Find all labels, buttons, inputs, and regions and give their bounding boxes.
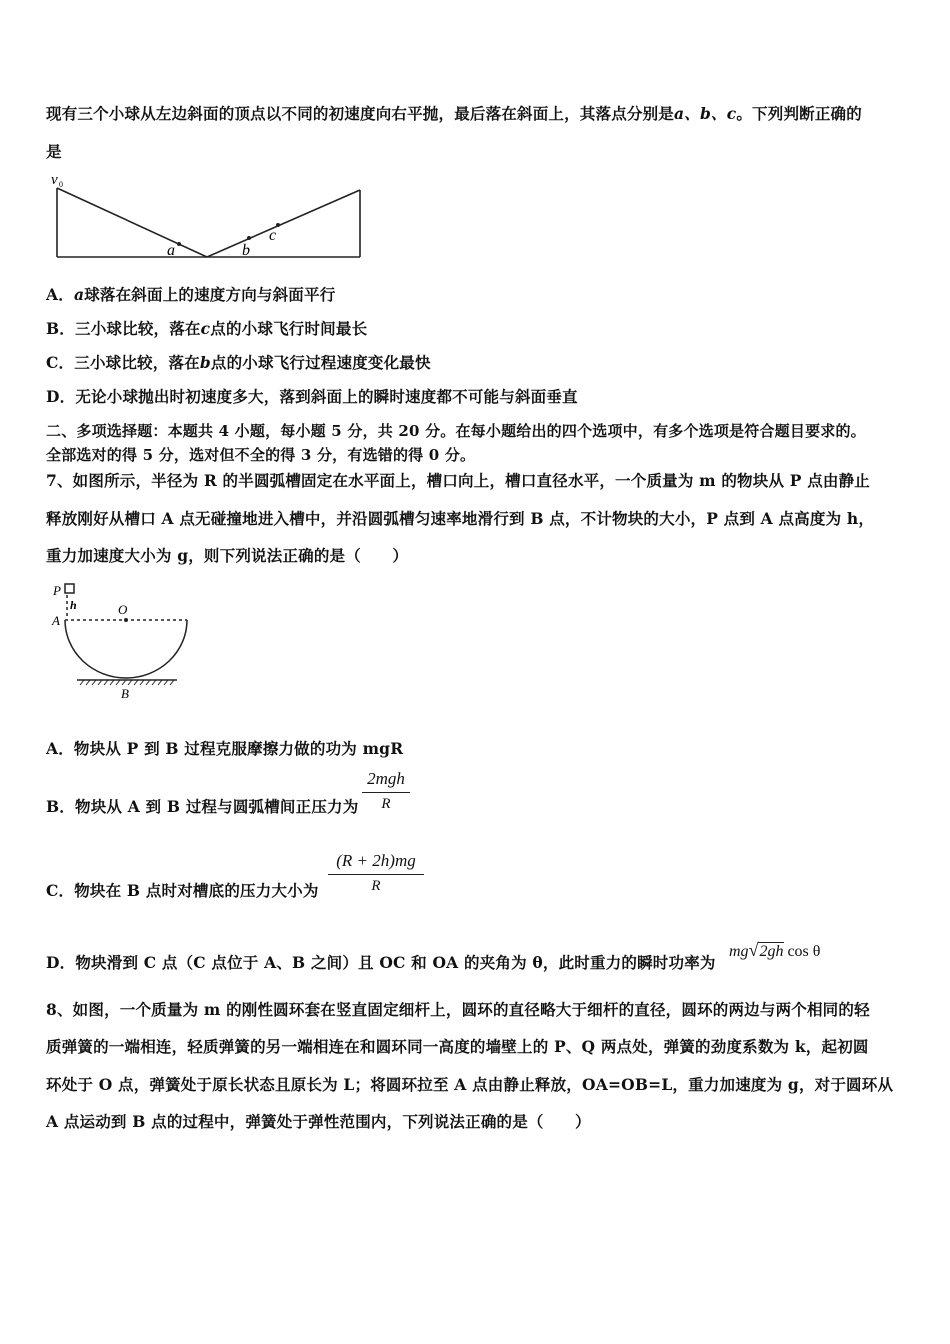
q6-stem-line1: 现有三个小球从左边斜面的顶点以不同的初速度向右平抛，最后落在斜面上，其落点分别是a、b、c。下列判断正确的	[46, 104, 862, 123]
label-a: a	[167, 242, 175, 259]
q7-option-c[interactable]: C．物块在 B 点时对槽底的压力大小为	[46, 881, 319, 900]
incline-figure	[40, 170, 370, 265]
point-a	[177, 242, 181, 246]
point-c	[276, 223, 280, 227]
q6-option-a[interactable]: A．a球落在斜面上的速度方向与斜面平行	[46, 285, 336, 304]
label-v0: v	[51, 172, 58, 188]
section2-line2: 全部选对的得 5 分，选对但不全的得 3 分，有选错的得 0 分。	[46, 446, 476, 464]
q8-stem-line4: A 点运动到 B 点的过程中，弹簧处于弹性范围内，下列说法正确的是（ ）	[46, 1112, 591, 1131]
svg-text:A: A	[52, 613, 60, 628]
q6-option-b[interactable]: B．三小球比较，落在c点的小球飞行时间最长	[46, 319, 368, 338]
q7-option-c-fraction: (R + 2h)mg R	[328, 851, 424, 895]
point-b	[247, 236, 251, 240]
svg-text:B: B	[121, 686, 129, 701]
q8-stem-line1: 8、如图，一个质量为 m 的刚性圆环套在竖直固定细杆上，圆环的直径略大于细杆的直径，圆环的两边与两个相同的轻	[46, 1000, 870, 1019]
label-v0-sub: 0	[59, 180, 63, 189]
q7-option-b[interactable]: B．物块从 A 到 B 过程与圆弧槽间正压力为	[46, 797, 359, 816]
q6-option-c[interactable]: C．三小球比较，落在b点的小球飞行过程速度变化最快	[46, 353, 431, 372]
q7-stem-line3: 重力加速度大小为 g，则下列说法正确的是（ ）	[46, 546, 409, 565]
svg-text:O: O	[118, 602, 128, 617]
center-o	[124, 618, 128, 622]
section2-line1: 二、多项选择题：本题共 4 小题，每小题 5 分，共 20 分。在每小题给出的四个选项中，有多个选项是符合题目要求的。	[46, 422, 866, 440]
label-c: c	[269, 227, 277, 244]
q7-option-d[interactable]: D．物块滑到 C 点（C 点位于 A、B 之间）且 OC 和 OA 的夹角为 θ，此时重力的瞬时功率为	[46, 953, 716, 972]
svg-text:h: h	[70, 598, 77, 612]
q7-option-a[interactable]: A．物块从 P 到 B 过程克服摩擦力做的功为 mgR	[46, 739, 404, 758]
q8-stem-line2: 质弹簧的一端相连，轻质弹簧的另一端相连在和圆环同一高度的墙壁上的 P、Q 两点处，弹簧的劲度系数为 k，起初圆	[46, 1037, 869, 1056]
q7-stem-line1: 7、如图所示，半径为 R 的半圆弧槽固定在水平面上，槽口向上，槽口直径水平，一个质量为 m 的物块从 P 点由静止	[46, 471, 871, 490]
q7-stem-line2: 释放刚好从槽口 A 点无碰撞地进入槽中，并沿圆弧槽匀速率地滑行到 B 点，不计物块的大小，P 点到 A 点高度为 h，	[46, 509, 875, 528]
q6-stem-line2: 是	[46, 142, 62, 161]
label-b: b	[242, 242, 250, 259]
q8-stem-line3: 环处于 O 点，弹簧处于原长状态且原长为 L；将圆环拉至 A 点由静止释放，OA=OB=L，重力加速度为 g，对于圆环从	[46, 1075, 894, 1094]
groove-figure	[45, 578, 195, 703]
q7-option-d-expression: mg√2gh cos θ	[729, 940, 821, 960]
svg-text:P: P	[53, 583, 61, 598]
q6-option-d[interactable]: D．无论小球抛出时初速度多大，落到斜面上的瞬时速度都不可能与斜面垂直	[46, 387, 578, 406]
q7-option-b-fraction: 2mgh R	[362, 769, 410, 813]
